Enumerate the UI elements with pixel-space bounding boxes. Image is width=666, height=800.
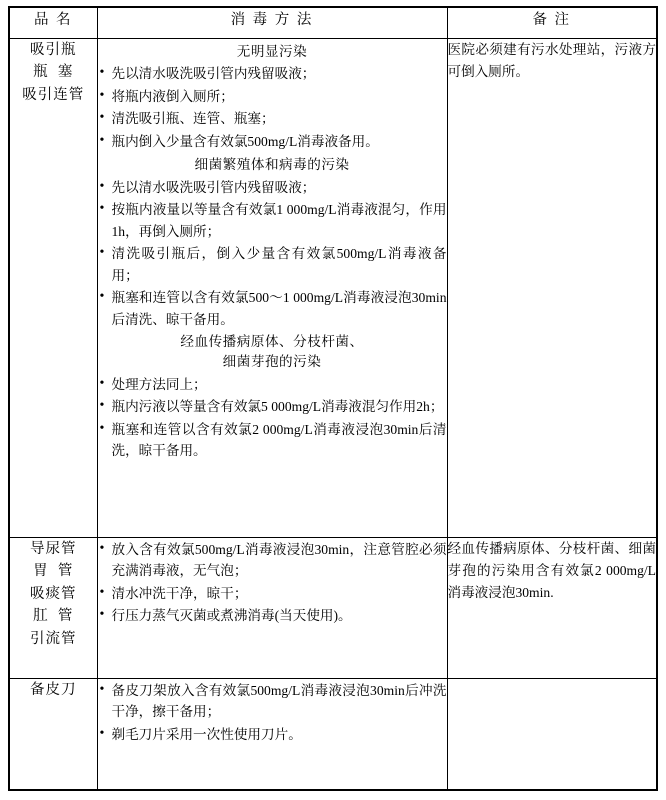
list-item: • 备皮刀架放入含有效氯500mg/L消毒液浸泡30min后冲洗干净，擦干备用； (98, 680, 447, 723)
method-list (98, 374, 447, 462)
row-note-cell (447, 39, 657, 538)
method-subtitle-multiline (98, 332, 447, 373)
table-row (9, 679, 657, 791)
table-header-row (9, 7, 657, 39)
method-subtitle-line: 细菌芽孢的污染 (222, 354, 322, 370)
row-name-line: 吸引瓶 (30, 42, 77, 58)
row-name-cell (9, 538, 97, 679)
list-item: • 瓶内污液以等量含有效氯5 000mg/L消毒液混匀作用2h； (98, 396, 447, 417)
row-name-line: 瓶 塞 (33, 64, 74, 81)
row-name-line: 胃 管 (33, 563, 74, 580)
method-list (98, 63, 447, 152)
list-item: • 行压力蒸气灭菌或煮沸消毒(当天使用)。 (98, 605, 447, 626)
list-item: • 按瓶内液量以等量含有效氯1 000mg/L消毒液混匀，作用1h，再倒入厕所； (98, 199, 447, 242)
list-item: • 剃毛刀片采用一次性使用刀片。 (98, 724, 447, 745)
row-method-cell (97, 39, 447, 538)
row-note-cell (447, 538, 657, 679)
list-item: • 先以清水吸洗吸引管内残留吸液； (98, 63, 447, 84)
method-subtitle: 无明显污染 (236, 44, 308, 59)
column-header-note-label: 备 注 (532, 12, 572, 28)
note-text: 医院必须建有污水处理站，污液方可倒入厕所。 (447, 42, 656, 79)
method-list (98, 539, 447, 627)
list-item: • 瓶塞和连管以含有效氯500～1 000mg/L消毒液浸泡30min后清洗、晾干备用。 (98, 287, 447, 330)
row-note-cell (447, 679, 657, 791)
method-subtitle: 细菌繁殖体和病毒的污染 (194, 157, 350, 173)
column-header-note (447, 7, 657, 39)
list-item: • 处理方法同上； (98, 374, 447, 395)
list-item: • 清洗吸引瓶、连管、瓶塞； (98, 108, 447, 129)
column-header-method-label: 消 毒 方 法 (230, 12, 314, 28)
table-row (9, 39, 657, 538)
row-name-cell (9, 679, 97, 791)
row-method-cell (97, 679, 447, 791)
list-item: • 先以清水吸洗吸引管内残留吸液； (98, 177, 447, 198)
row-method-cell (97, 538, 447, 679)
row-name-line: 吸痰管 (30, 585, 77, 602)
table-header (9, 7, 657, 39)
list-item: • 瓶内倒入少量含有效氯500mg/L消毒液备用。 (98, 131, 447, 152)
column-header-method (97, 7, 447, 39)
row-name-line: 备皮刀 (30, 682, 77, 698)
table-row (9, 538, 657, 679)
row-name-line: 引流管 (30, 630, 77, 647)
row-name-cell (9, 39, 97, 538)
column-header-name (9, 7, 97, 39)
note-text-empty (448, 679, 657, 689)
table-body (9, 39, 657, 791)
method-subtitle-line: 经血传播病原体、分枝杆菌、 (180, 334, 364, 350)
list-item: • 清洗吸引瓶后，倒入少量含有效氯500mg/L消毒液备用； (98, 243, 447, 286)
row-name-line: 肛 管 (33, 608, 74, 625)
list-item: • 清水冲洗干净，晾干； (98, 583, 447, 604)
method-list (98, 680, 447, 745)
method-list (98, 177, 447, 330)
list-item: • 瓶塞和连管以含有效氯2 000mg/L消毒液浸泡30min后清洗，晾干备用。 (98, 419, 447, 462)
row-name-line: 导尿管 (30, 541, 77, 557)
disinfection-table (8, 6, 658, 791)
column-header-name-label: 品 名 (33, 12, 73, 28)
row-name-line: 吸引连管 (22, 86, 85, 103)
list-item: • 将瓶内液倒入厕所； (98, 86, 447, 107)
list-item: • 放入含有效氯500mg/L消毒液浸泡30min，注意管腔必须充满消毒液，无气泡； (98, 539, 447, 582)
note-text: 经血传播病原体、分枝杆菌、细菌芽孢的污染用含有效氯2 000mg/L消毒液浸泡30min. (447, 541, 656, 600)
